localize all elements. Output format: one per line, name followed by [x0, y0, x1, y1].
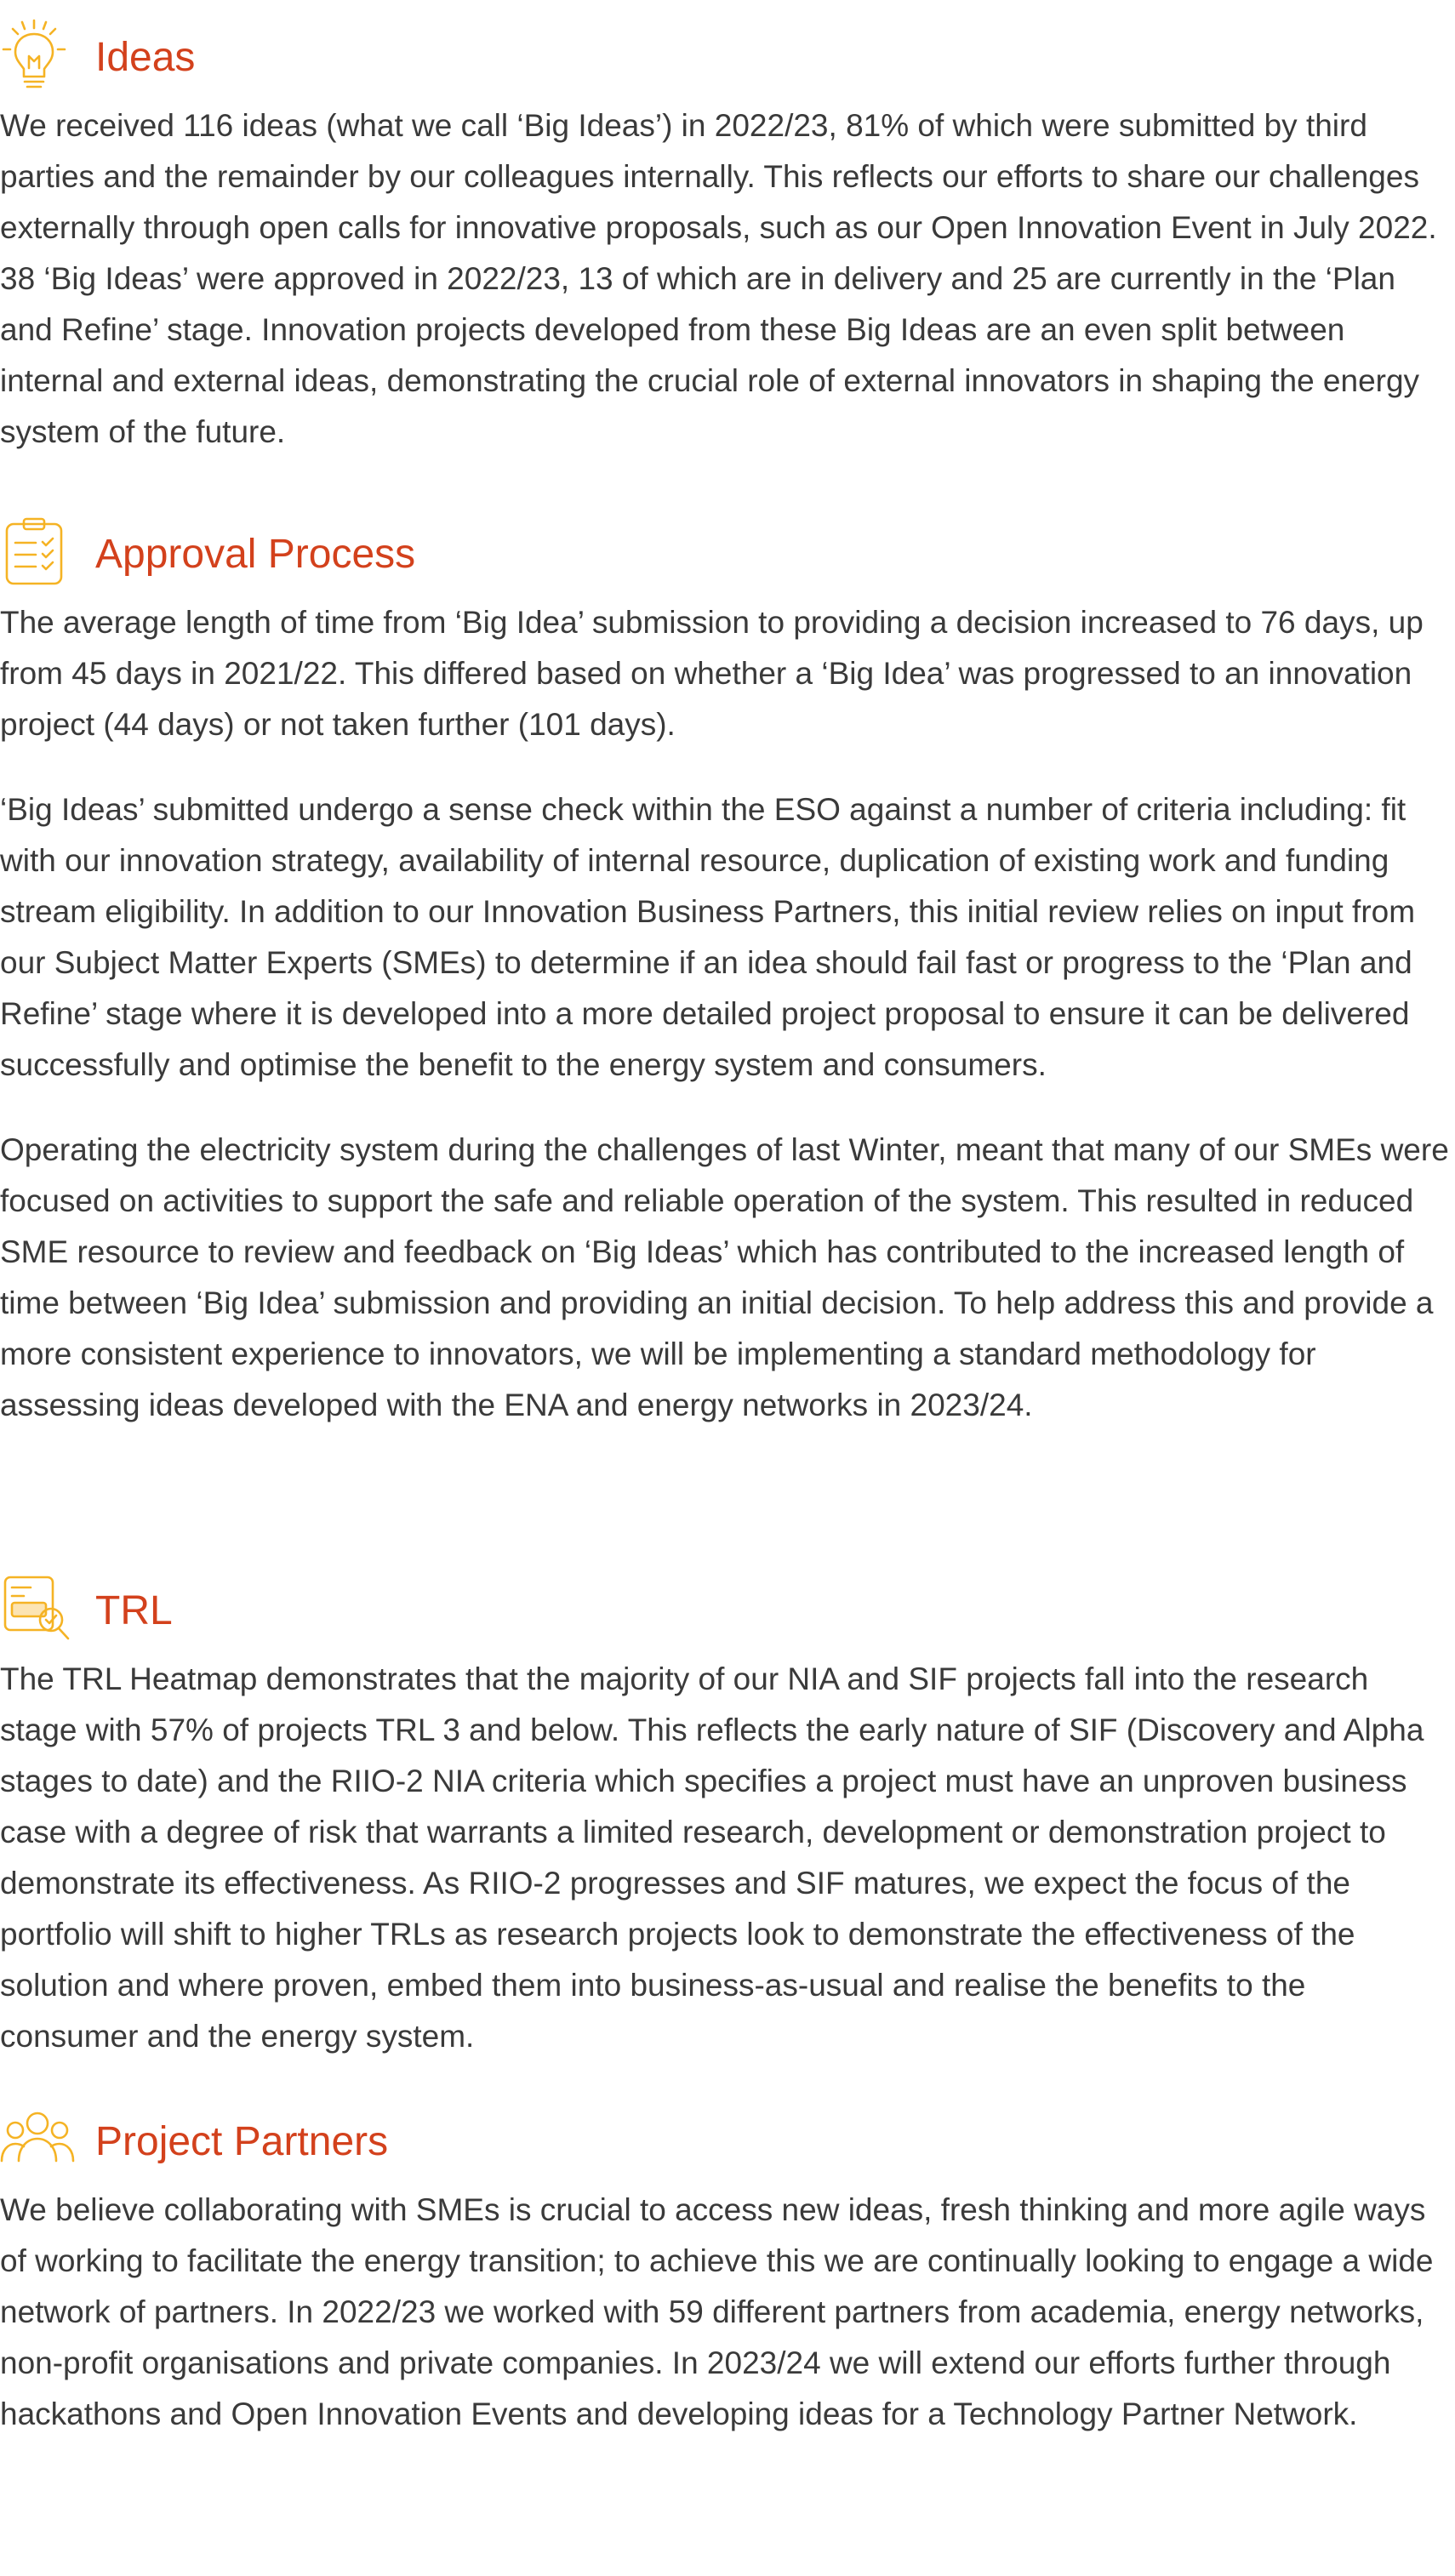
- section-heading: [0, 2101, 1455, 2178]
- section-ideas: [0, 17, 1455, 458]
- section-body: [0, 1654, 1455, 2062]
- section-title: Project Partners: [95, 2119, 389, 2164]
- document-magnifier-icon: [0, 1570, 75, 1645]
- section-heading: [0, 514, 1455, 590]
- paragraph: ‘Big Ideas’ submitted undergo a sense check within the ESO against a number of criteria including: fit with our innovation strategy, availability of internal resource, duplication of existing work and funding stream eligibility. In addition to our Innovation Business Partners, this initial review relies on input from our Subject Matter Experts (SMEs) to determine if an idea should fail fast or progress to the ‘Plan and Refine’ stage where it is developed into a more detailed project proposal to ensure it can be delivered successfully and optimise the benefit to the energy system and consumers.: [0, 792, 1416, 1082]
- section-trl: [0, 1570, 1455, 2062]
- people-group-icon: [0, 2101, 75, 2176]
- paragraph: The average length of time from ‘Big Idea’ submission to providing a decision increased to 76 days, up from 45 days in 2021/22. This differed based on whether a ‘Big Idea’ was progressed to an innovation project (44 days) or not taken further (101 days).: [0, 605, 1424, 742]
- lightbulb-icon: [0, 17, 75, 92]
- paragraph: The TRL Heatmap demonstrates that the majority of our NIA and SIF projects fall into the research stage with 57% of projects TRL 3 and below. This reflects the early nature of SIF (Discovery and Alpha stages to date) and the RIIO-2 NIA criteria which specifies a project must have an unproven business case with a degree of risk that warrants a limited research, development or demonstration project to demonstrate its effectiveness. As RIIO-2 progresses and SIF matures, we expect the focus of the portfolio will shift to higher TRLs as research projects look to demonstrate the effectiveness of the solution and where proven, embed them into business-as-usual and realise the benefits to the consumer and the energy system.: [0, 1661, 1424, 2054]
- paragraph: Operating the electricity system during the challenges of last Winter, meant that many of our SMEs were focused on activities to support the safe and reliable operation of the system. This resulted in reduced SME resource to review and feedback on ‘Big Ideas’ which has contributed to the increased length of time between ‘Big Idea’ submission and providing an initial decision. To help address this and provide a more consistent experience to innovators, we will be implementing a standard methodology for assessing ideas developed with the ENA and energy networks in 2023/24.: [0, 1132, 1449, 1422]
- section-body: [0, 597, 1455, 1431]
- section-body: [0, 2185, 1455, 2440]
- section-heading: [0, 17, 1455, 94]
- section-approval-process: [0, 514, 1455, 1431]
- section-body: [0, 100, 1455, 458]
- section-title: TRL: [95, 1588, 173, 1633]
- section-project-partners: [0, 2101, 1455, 2440]
- section-title: Approval Process: [95, 532, 416, 577]
- section-title: Ideas: [95, 35, 196, 80]
- paragraph: We received 116 ideas (what we call ‘Big Ideas’) in 2022/23, 81% of which were submitted by third parties and the remainder by our colleagues internally. This reflects our efforts to share our challenges externally through open calls for innovative proposals, such as our Open Innovation Event in July 2022. 38 ‘Big Ideas’ were approved in 2022/23, 13 of which are in delivery and 25 are currently in the ‘Plan and Refine’ stage. Innovation projects developed from these Big Ideas are an even split between internal and external ideas, demonstrating the crucial role of external innovators in shaping the energy system of the future.: [0, 108, 1437, 449]
- section-heading: [0, 1570, 1455, 1647]
- clipboard-checklist-icon: [0, 514, 75, 589]
- paragraph: We believe collaborating with SMEs is crucial to access new ideas, fresh thinking and more agile ways of working to facilitate the energy transition; to achieve this we are continually looking to engage a wide network of partners. In 2022/23 we worked with 59 different partners from academia, energy networks, non-profit organisations and private companies. In 2023/24 we will extend our efforts further through hackathons and Open Innovation Events and developing ideas for a Technology Partner Network.: [0, 2192, 1434, 2431]
